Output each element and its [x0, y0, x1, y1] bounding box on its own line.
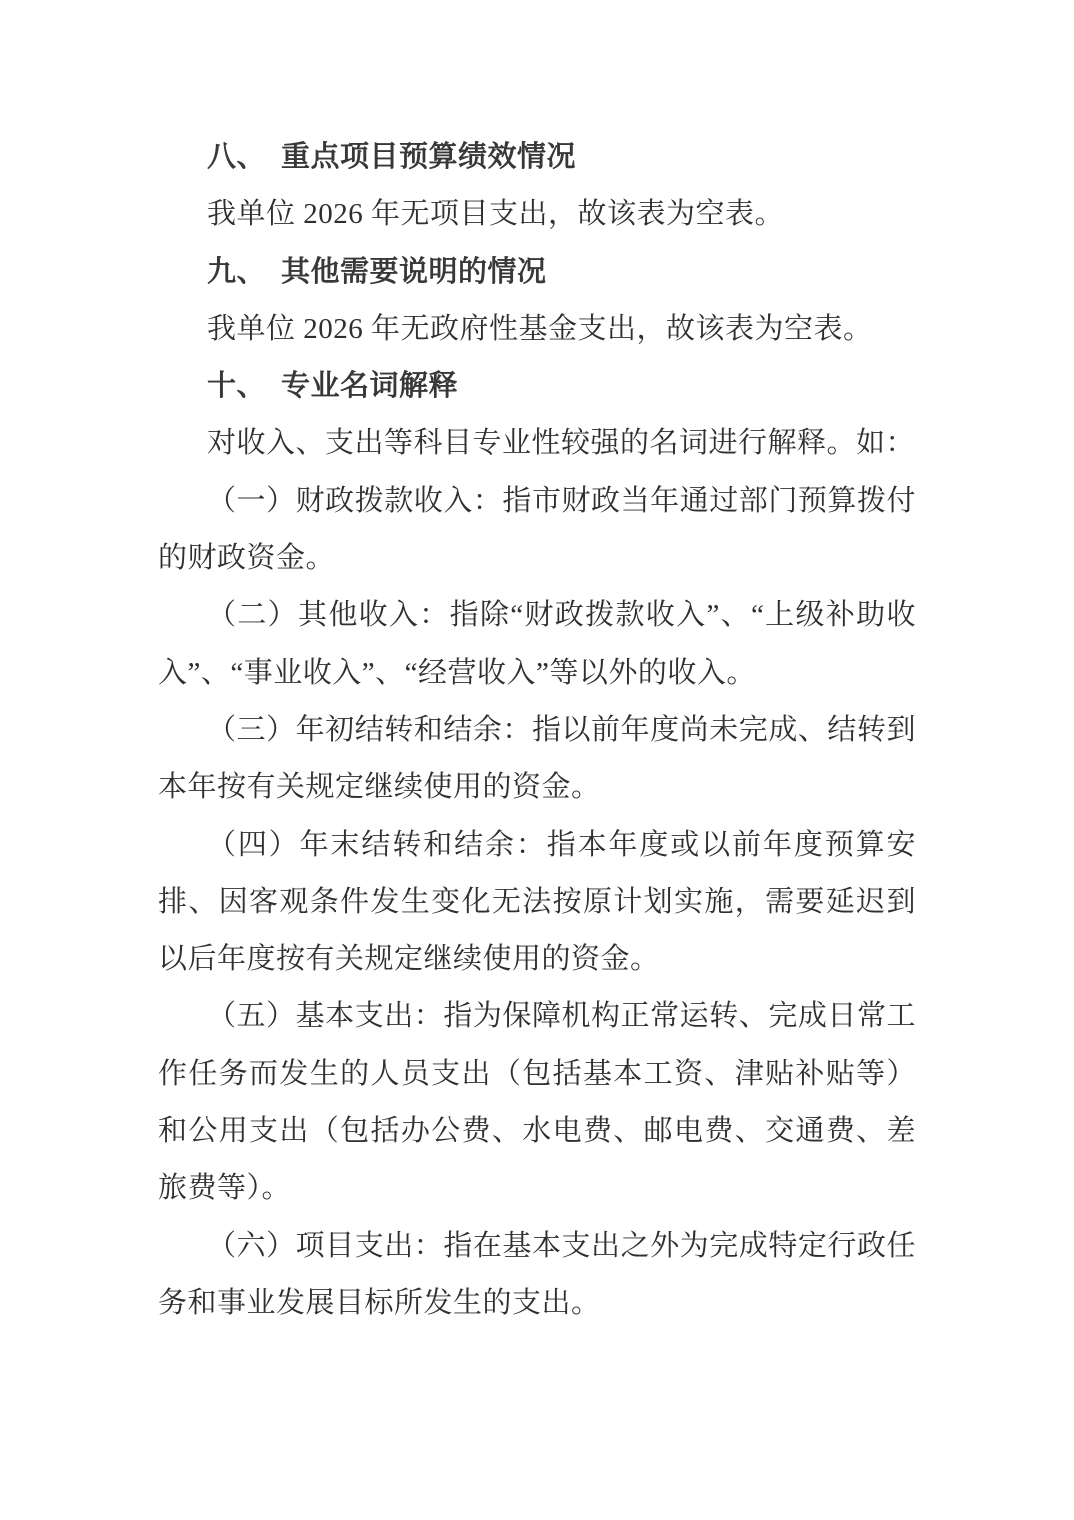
paragraph-term-1-fiscal-appropriation-income: （一）财政拨款收入：指市财政当年通过部门预算拨付的财政资金。 — [158, 484, 916, 575]
paragraph-term-5-basic-expenditure: （五）基本支出：指为保障机构正常运转、完成日常工作任务而发生的人员支出（包括基本工资、津贴补贴等）和公用支出（包括办公费、水电费、邮电费、交通费、差旅费等）。 — [158, 1000, 916, 1205]
paragraph-term-4-year-end-carryover: （四）年末结转和结余：指本年度或以前年度预算安排、因客观条件发生变化无法按原计划实施，需要延迟到以后年度按有关规定继续使用的资金。 — [158, 828, 916, 976]
heading-number: 九、 — [207, 255, 267, 288]
heading-number: 八、 — [207, 141, 267, 173]
heading-title: 专业名词解释 — [281, 370, 459, 403]
paragraph-terms-intro: 对收入、支出等科目专业性较强的名词进行解释。如： — [207, 427, 916, 460]
heading-number: 十、 — [207, 370, 267, 403]
document-body — [158, 129, 916, 1332]
paragraph-no-project-expenditure: 我单位 2026 年无项目支出，故该表为空表。 — [207, 198, 785, 231]
paragraph-term-2-other-income: （二）其他收入：指除“财政拨款收入”、“上级补助收入”、“事业收入”、“经营收入”等以外的收入。 — [158, 599, 916, 689]
section-heading-10 — [158, 358, 916, 415]
paragraph-term-6-project-expenditure: （六）项目支出：指在基本支出之外为完成特定行政任务和事业发展目标所发生的支出。 — [158, 1229, 916, 1319]
heading-title: 重点项目预算绩效情况 — [281, 141, 577, 173]
section-heading-8 — [158, 129, 916, 186]
paragraph-no-gov-fund-expenditure: 我单位 2026 年无政府性基金支出，故该表为空表。 — [207, 312, 873, 345]
heading-title: 其他需要说明的情况 — [281, 255, 547, 288]
paragraph-term-3-beginning-year-carryover: （三）年初结转和结余：指以前年度尚未完成、结转到本年按有关规定继续使用的资金。 — [158, 713, 916, 804]
section-heading-9 — [158, 244, 916, 301]
